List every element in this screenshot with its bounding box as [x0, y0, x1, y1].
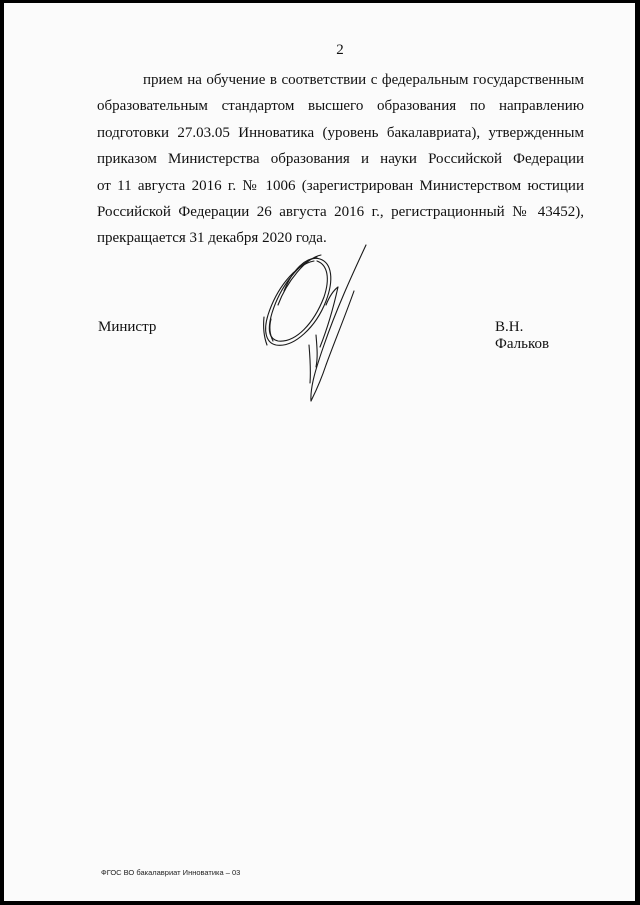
handwritten-signature	[254, 235, 379, 410]
paragraph-line: от 11 августа 2016 г. № 1006 (зарегистрирован Министерством юстиции	[97, 177, 584, 194]
page-number: 2	[336, 42, 344, 58]
signatory-title: Министр	[98, 319, 157, 335]
paragraph-line: прием на обучение в соответствии с федеральным государственным	[143, 72, 584, 88]
signatory-name: В.Н. Фальков	[495, 319, 550, 352]
paragraph-line: приказом Министерства образования и науки Российской Федерации	[97, 151, 584, 168]
paragraph-line: образовательным стандартом высшего образования по направлению	[97, 98, 584, 115]
paragraph-line: прекращается 31 декабря 2020 года.	[97, 230, 327, 247]
paragraph-line: подготовки 27.03.05 Инноватика (уровень бакалавриата), утвержденным	[97, 124, 584, 141]
document-footer: ФГОС ВО бакалавриат Инноватика – 03	[101, 868, 241, 877]
body-paragraph	[97, 67, 584, 252]
paragraph-line: Российской Федерации 26 августа 2016 г., регистрационный № 43452),	[97, 203, 584, 220]
document-page	[4, 3, 635, 901]
